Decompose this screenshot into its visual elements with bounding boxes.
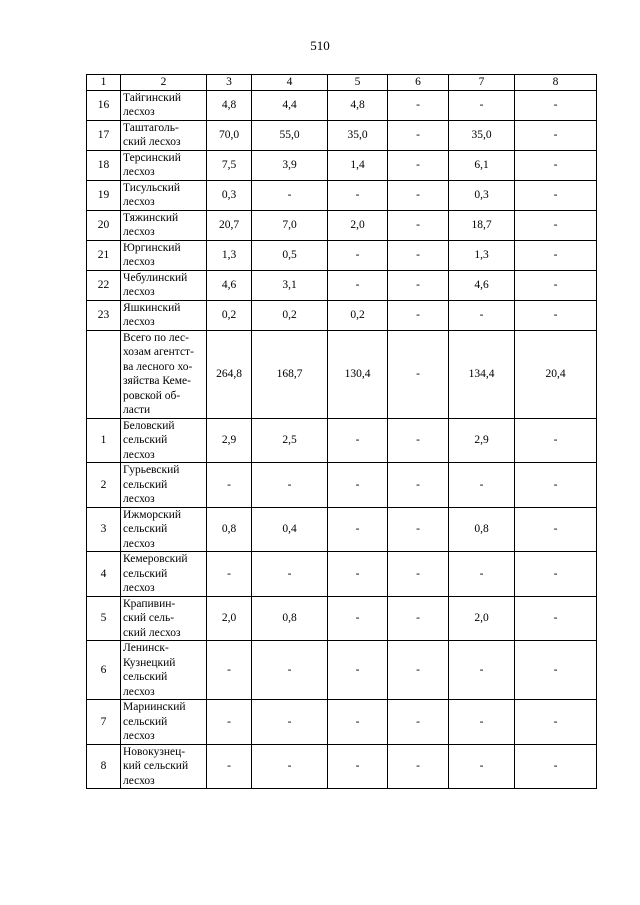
row-number: 6 [87,641,121,700]
value-cell: 0,8 [207,507,252,552]
value-cell: - [207,463,252,508]
value-cell: - [449,463,515,508]
row-number: 5 [87,596,121,641]
value-cell: - [449,552,515,597]
value-cell: - [328,507,388,552]
header-cell: 3 [207,75,252,91]
value-cell: 4,6 [207,270,252,300]
table-row [87,700,597,745]
forestry-name: Яшкинский лесхоз [121,300,207,330]
value-cell: - [388,552,449,597]
value-cell: - [388,180,449,210]
table-row [87,180,597,210]
value-cell: 2,0 [328,210,388,240]
row-number: 1 [87,418,121,463]
row-number: 21 [87,240,121,270]
value-cell: - [515,300,597,330]
table-row [87,150,597,180]
table-row [87,210,597,240]
table-row [87,641,597,700]
value-cell: - [515,463,597,508]
table-row [87,90,597,120]
table-row [87,270,597,300]
value-cell: - [449,90,515,120]
table-row [87,552,597,597]
value-cell: - [388,210,449,240]
forestry-name: Ленинск- Кузнецкий сельский лесхоз [121,641,207,700]
value-cell: 2,9 [449,418,515,463]
value-cell: - [252,180,328,210]
value-cell: - [515,240,597,270]
table-row [87,120,597,150]
value-cell: - [252,641,328,700]
value-cell: 4,4 [252,90,328,120]
forestry-name: Ижморский сельский лесхоз [121,507,207,552]
value-cell: - [449,700,515,745]
forestry-name: Терсинский лесхоз [121,150,207,180]
value-cell: 7,5 [207,150,252,180]
forestry-name: Тяжинский лесхоз [121,210,207,240]
value-cell: - [515,418,597,463]
row-number [87,330,121,418]
value-cell: - [388,120,449,150]
value-cell: - [515,641,597,700]
forestry-name: Юргинский лесхоз [121,240,207,270]
row-number: 16 [87,90,121,120]
value-cell: - [515,700,597,745]
value-cell: 0,5 [252,240,328,270]
forestry-name: Гурьевский сельский лесхоз [121,463,207,508]
value-cell: 0,8 [449,507,515,552]
value-cell: - [252,744,328,789]
value-cell: - [388,700,449,745]
value-cell: - [388,418,449,463]
row-number: 4 [87,552,121,597]
value-cell: - [449,744,515,789]
value-cell: - [515,210,597,240]
header-cell: 5 [328,75,388,91]
value-cell: - [207,700,252,745]
value-cell: 4,8 [207,90,252,120]
header-cell: 7 [449,75,515,91]
value-cell: - [388,330,449,418]
value-cell: - [328,641,388,700]
value-cell: 0,2 [207,300,252,330]
value-cell: - [515,120,597,150]
forestry-name: Беловский сельский лесхоз [121,418,207,463]
value-cell: - [388,150,449,180]
header-cell: 1 [87,75,121,91]
row-number: 18 [87,150,121,180]
value-cell: - [449,641,515,700]
value-cell: 2,0 [207,596,252,641]
forestry-name: Крапивин- ский сель- ский лесхоз [121,596,207,641]
value-cell: 3,9 [252,150,328,180]
table-row [87,744,597,789]
value-cell: 1,3 [207,240,252,270]
value-cell: - [449,300,515,330]
value-cell: - [328,180,388,210]
value-cell: - [252,700,328,745]
value-cell: 0,8 [252,596,328,641]
value-cell: - [515,596,597,641]
value-cell: - [388,596,449,641]
forestry-name: Мариинский сельский лесхоз [121,700,207,745]
header-cell: 8 [515,75,597,91]
forestry-name: Тисульский лесхоз [121,180,207,210]
forestry-name: Тайгинский лесхоз [121,90,207,120]
value-cell: - [515,90,597,120]
value-cell: - [515,180,597,210]
table-row [87,463,597,508]
value-cell: - [515,552,597,597]
value-cell: - [388,744,449,789]
value-cell: - [328,418,388,463]
value-cell: 20,7 [207,210,252,240]
row-number: 3 [87,507,121,552]
table-row [87,418,597,463]
header-row [87,75,597,91]
value-cell: - [207,641,252,700]
value-cell: 2,9 [207,418,252,463]
header-cell: 2 [121,75,207,91]
table-row [87,300,597,330]
value-cell: 0,2 [252,300,328,330]
header-cell: 6 [388,75,449,91]
value-cell: 2,5 [252,418,328,463]
value-cell: 70,0 [207,120,252,150]
forestry-name: Таштаголь- ский лесхоз [121,120,207,150]
value-cell: - [388,270,449,300]
value-cell: - [328,596,388,641]
row-number: 2 [87,463,121,508]
data-table [86,74,597,789]
value-cell: 1,3 [449,240,515,270]
value-cell: - [515,150,597,180]
value-cell: - [388,463,449,508]
forestry-name: Кемеровский сельский лесхоз [121,552,207,597]
value-cell: 1,4 [328,150,388,180]
value-cell: 4,6 [449,270,515,300]
value-cell: - [388,641,449,700]
forestry-name: Чебулинский лесхоз [121,270,207,300]
value-cell: - [515,507,597,552]
value-cell: 3,1 [252,270,328,300]
value-cell: - [328,240,388,270]
table-row [87,330,597,418]
row-number: 8 [87,744,121,789]
value-cell: - [388,300,449,330]
value-cell: 35,0 [449,120,515,150]
value-cell: 6,1 [449,150,515,180]
row-number: 20 [87,210,121,240]
value-cell: - [388,507,449,552]
value-cell: - [328,463,388,508]
value-cell: 55,0 [252,120,328,150]
value-cell: - [328,744,388,789]
value-cell: - [515,270,597,300]
value-cell: 130,4 [328,330,388,418]
value-cell: 134,4 [449,330,515,418]
value-cell: - [515,744,597,789]
table-row [87,596,597,641]
table-body [87,90,597,789]
value-cell: 0,3 [207,180,252,210]
value-cell: - [252,463,328,508]
row-number: 7 [87,700,121,745]
value-cell: 0,3 [449,180,515,210]
value-cell: - [328,552,388,597]
value-cell: - [388,90,449,120]
value-cell: 264,8 [207,330,252,418]
value-cell: 35,0 [328,120,388,150]
value-cell: - [252,552,328,597]
value-cell: 20,4 [515,330,597,418]
page-number: 510 [310,38,330,53]
value-cell: 2,0 [449,596,515,641]
row-number: 22 [87,270,121,300]
row-number: 23 [87,300,121,330]
value-cell: 18,7 [449,210,515,240]
table-row [87,507,597,552]
row-number: 19 [87,180,121,210]
value-cell: - [328,270,388,300]
value-cell: - [328,700,388,745]
value-cell: 7,0 [252,210,328,240]
forestry-name: Новокузнец- кий сельский лесхоз [121,744,207,789]
header-cell: 4 [252,75,328,91]
value-cell: - [388,240,449,270]
forestry-name: Всего по лес- хозам агентст- ва лесного хо- зяйства Кеме- ровской об- ласти [121,330,207,418]
value-cell: 4,8 [328,90,388,120]
row-number: 17 [87,120,121,150]
value-cell: - [207,744,252,789]
value-cell: 0,2 [328,300,388,330]
value-cell: 168,7 [252,330,328,418]
table-row [87,240,597,270]
value-cell: - [207,552,252,597]
value-cell: 0,4 [252,507,328,552]
